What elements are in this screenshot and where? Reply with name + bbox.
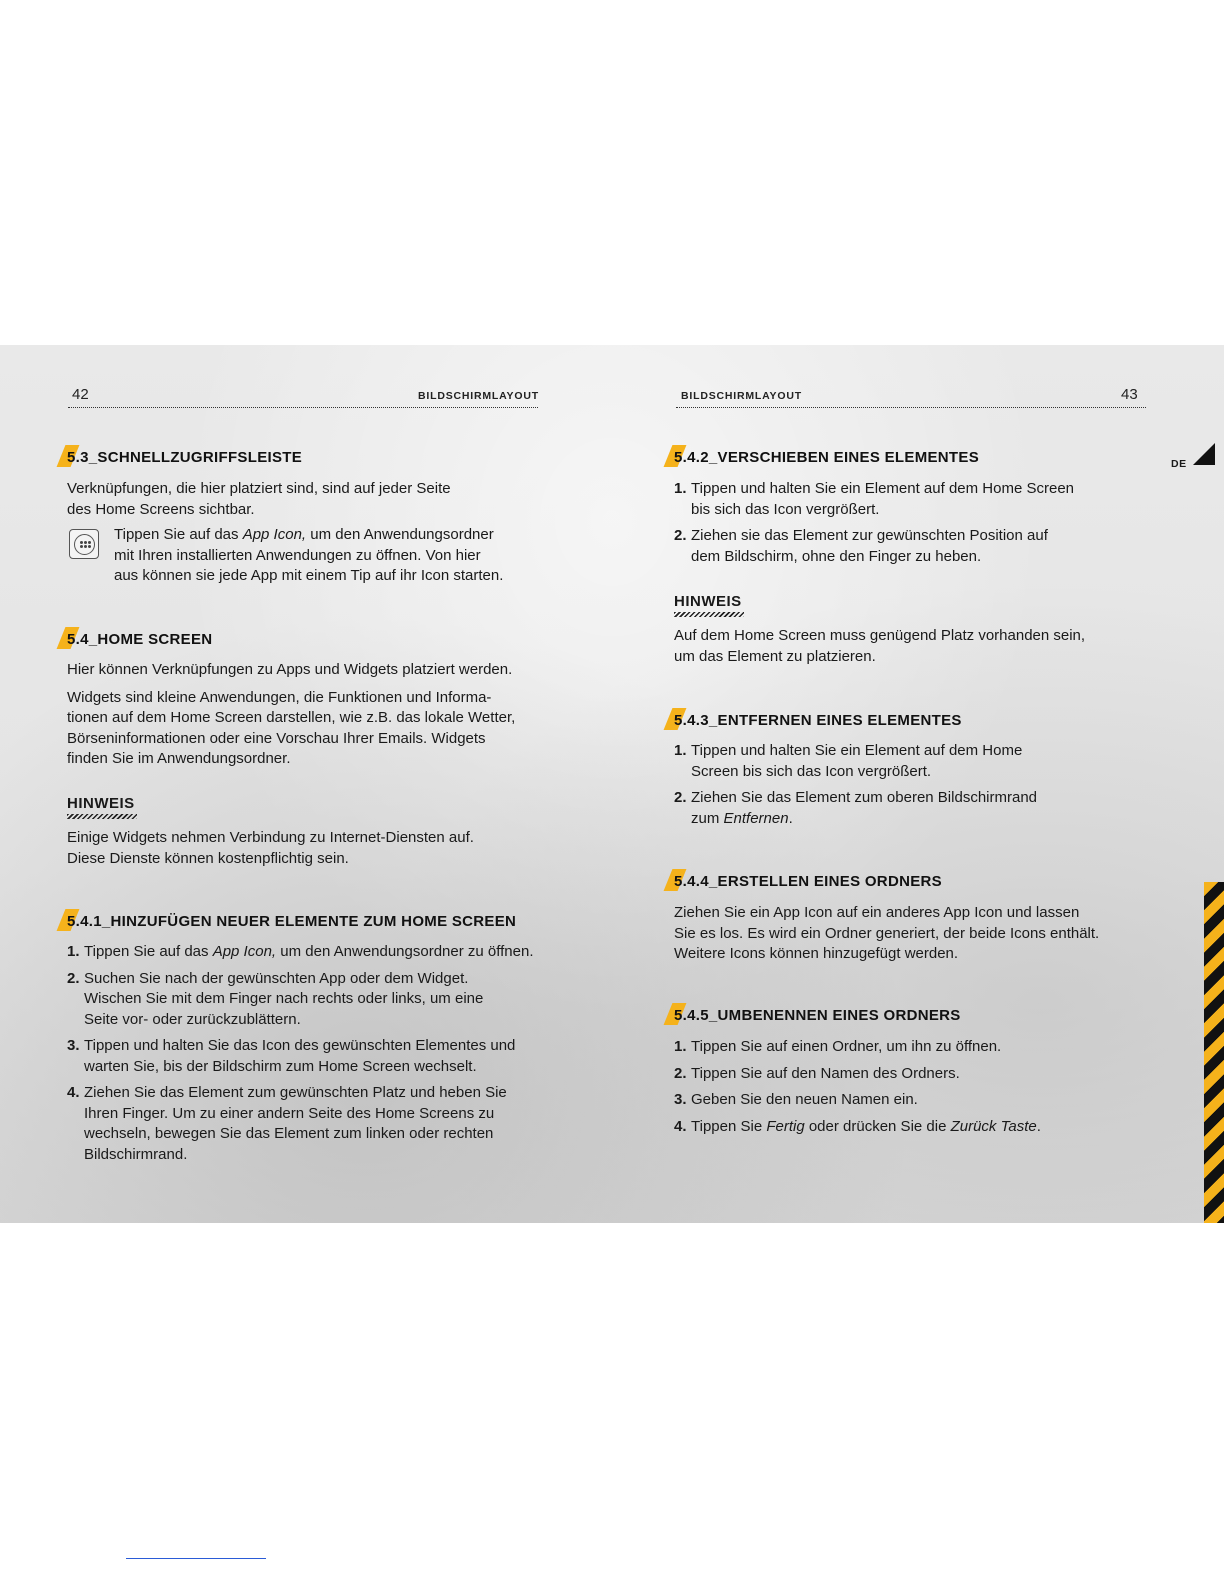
section-heading-5-4-2: 5.4.2_VERSCHIEBEN EINES ELEMENTES bbox=[674, 445, 979, 467]
section-heading-5-4-1: 5.4.1_HINZUFÜGEN NEUER ELEMENTE ZUM HOME SCREEN bbox=[67, 909, 516, 931]
note-underline-left bbox=[67, 814, 137, 819]
running-head-right: BILDSCHIRMLAYOUT bbox=[681, 390, 802, 402]
section-5-4-body: Hier können Verknüpfungen zu Apps und Widgets platziert werden. Widgets sind kleine Anwendungen, die Funktionen und Informa- tionen auf dem Home Screen darstellen, wie z.B. das lokale Wetter, Börseninformationen oder eine Vorschau Ihrer Emails. Widgets finden Sie im Anwendungsordner. bbox=[67, 661, 516, 767]
list-item: 3. Geben Sie den neuen Namen ein. bbox=[674, 1091, 918, 1108]
page-number-right: 43 bbox=[1121, 386, 1138, 403]
language-tab-marker bbox=[1193, 443, 1215, 465]
section-5-3-intro: Verknüpfungen, die hier platziert sind, sind auf jeder Seite des Home Screens sichtbar. bbox=[67, 480, 451, 518]
header-rule-left bbox=[68, 407, 538, 408]
list-item: 2. Ziehen Sie das Element zum oberen Bildschirmrand zum Entfernen. bbox=[674, 789, 1038, 827]
section-heading-5-4-3: 5.4.3_ENTFERNEN EINES ELEMENTES bbox=[674, 708, 962, 730]
list-item: 2. Tippen Sie auf den Namen des Ordners. bbox=[674, 1064, 960, 1082]
section-5-4-3-steps bbox=[674, 741, 1134, 835]
section-5-4-5-steps bbox=[674, 1037, 1144, 1143]
section-heading-5-4-5: 5.4.5_UMBENENNEN EINES ORDNERS bbox=[674, 1003, 961, 1025]
note-title-right: HINWEIS bbox=[674, 593, 742, 610]
list-item: 1. Tippen Sie auf das App Icon, um den Anwendungsordner zu öffnen. bbox=[67, 943, 534, 960]
app-icon-description: Tippen Sie auf das App Icon, um den Anwendungsordner mit Ihren installierten Anwendungen zu öffnen. Von hier aus können sie jede App mit einem Tip auf ihr Icon starten. bbox=[114, 526, 504, 584]
manual-spread bbox=[0, 345, 1224, 1223]
link-underline[interactable] bbox=[126, 1558, 266, 1559]
note-body-left: Einige Widgets nehmen Verbindung zu Internet-Diensten auf. Diese Dienste können kostenpflichtig sein. bbox=[67, 829, 474, 867]
section-5-4-2-steps bbox=[674, 479, 1134, 573]
section-heading-5-4: 5.4_HOME SCREEN bbox=[67, 627, 212, 649]
list-item: 2. Suchen Sie nach der gewünschten App oder dem Widget. Wischen Sie mit dem Finger nach rechts oder links, um eine Seite vor- oder zurückzublättern. bbox=[67, 969, 484, 1028]
language-tab-label: DE bbox=[1171, 458, 1187, 470]
list-item: 2. Ziehen sie das Element zur gewünschten Position auf dem Bildschirm, ohne den Finger zu heben. bbox=[674, 527, 1048, 565]
list-item: 1. Tippen und halten Sie ein Element auf dem Home Screen bis sich das Icon vergrößert. bbox=[674, 742, 1023, 780]
list-item: 4. Tippen Sie Fertig oder drücken Sie die Zurück Taste. bbox=[674, 1117, 1041, 1135]
list-item: 3. Tippen und halten Sie das Icon des gewünschten Elementes und warten Sie, bis der Bildschirm zum Home Screen wechselt. bbox=[67, 1037, 516, 1075]
list-item: 1. Tippen Sie auf einen Ordner, um ihn zu öffnen. bbox=[674, 1038, 1002, 1055]
list-item: 4. Ziehen Sie das Element zum gewünschten Platz und heben Sie Ihren Finger. Um zu einer andern Seite des Home Screens zu wechseln, bewegen Sie das Element zum linken oder rechten Bildschirmrand. bbox=[67, 1084, 507, 1163]
list-item: 1. Tippen und halten Sie ein Element auf dem Home Screen bis sich das Icon vergrößert. bbox=[674, 480, 1075, 518]
app-drawer-icon bbox=[69, 529, 99, 559]
hazard-stripe bbox=[1204, 882, 1224, 1223]
section-heading-5-3: 5.3_SCHNELLZUGRIFFSLEISTE bbox=[67, 445, 302, 467]
note-title-left: HINWEIS bbox=[67, 795, 135, 812]
section-heading-5-4-4: 5.4.4_ERSTELLEN EINES ORDNERS bbox=[674, 869, 942, 891]
running-head-left: BILDSCHIRMLAYOUT bbox=[418, 390, 539, 402]
header-rule-right bbox=[676, 407, 1146, 408]
section-5-4-1-steps bbox=[67, 942, 557, 1171]
section-5-4-4-body: Ziehen Sie ein App Icon auf ein anderes App Icon und lassen Sie es los. Es wird ein Ordner generiert, der beide Icons enthält. Weitere Icons können hinzugefügt werden. bbox=[674, 904, 1100, 962]
note-underline-right bbox=[674, 612, 744, 617]
note-body-right: Auf dem Home Screen muss genügend Platz vorhanden sein, um das Element zu platzieren. bbox=[674, 627, 1086, 665]
page-number-left: 42 bbox=[72, 386, 89, 403]
